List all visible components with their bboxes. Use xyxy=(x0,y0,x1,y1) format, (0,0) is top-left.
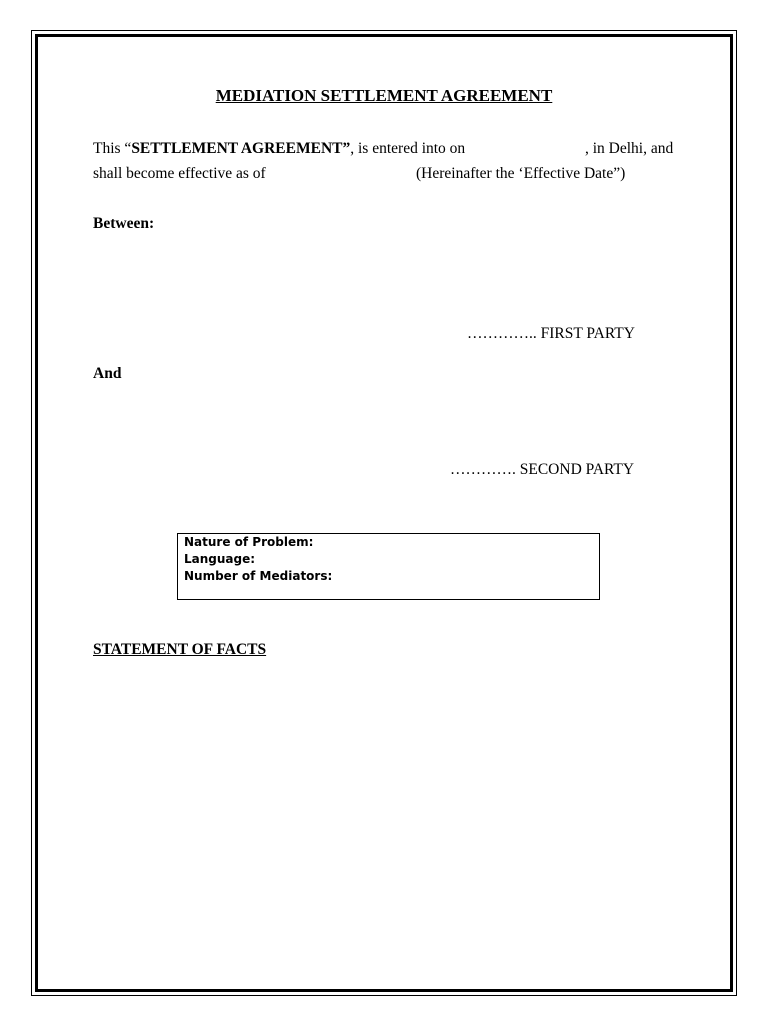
number-of-mediators-label: Number of Mediators: xyxy=(184,569,333,583)
first-party-label: ………….. FIRST PARTY xyxy=(467,325,635,342)
intro-line-1 xyxy=(93,140,465,158)
info-box xyxy=(177,533,600,600)
and-label: And xyxy=(93,365,122,382)
document-title: MEDIATION SETTLEMENT AGREEMENT xyxy=(215,86,553,105)
intro-location: , in Delhi, and xyxy=(585,140,674,157)
intro-bold-term: SETTLEMENT AGREEMENT” xyxy=(131,140,351,157)
nature-of-problem-label: Nature of Problem: xyxy=(184,535,314,549)
statement-of-facts-heading: STATEMENT OF FACTS xyxy=(93,641,267,658)
effective-date-label: (Hereinafter the ‘Effective Date”) xyxy=(416,165,626,182)
intro-part2: , is entered into on xyxy=(350,140,466,157)
language-label: Language: xyxy=(184,552,256,566)
second-party-label: …………. SECOND PARTY xyxy=(450,461,635,478)
effective-text: shall become effective as of xyxy=(93,165,266,182)
between-label: Between: xyxy=(93,215,155,232)
intro-part1: This “ xyxy=(93,140,132,157)
